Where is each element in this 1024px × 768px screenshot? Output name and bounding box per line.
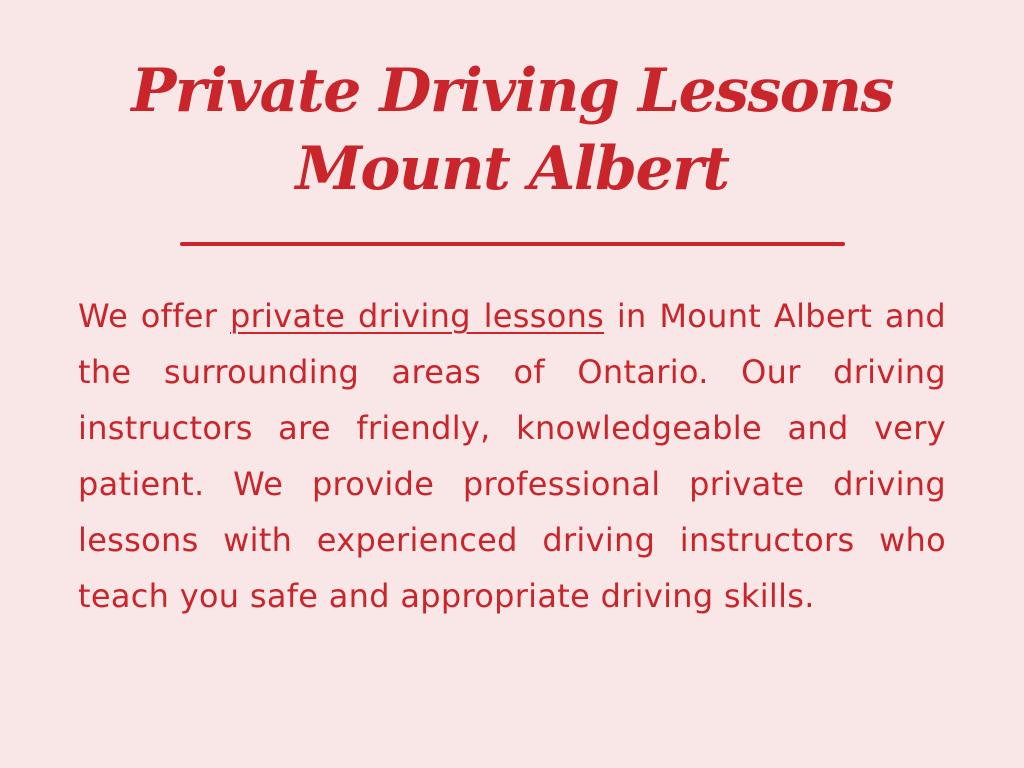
- title-divider: [180, 242, 845, 246]
- body-paragraph: [78, 288, 946, 624]
- body-rest-text: in Mount Albert and the surrounding areas of Ontario. Our driving instructors are friendly, knowledgeable and very patient. We provide professional private driving lessons with experienced driving instructors who teach you safe and appropriate driving skills.: [78, 297, 947, 615]
- title-line-2: Mount Albert: [295, 134, 729, 204]
- page-title: [60, 52, 964, 208]
- private-driving-lessons-link[interactable]: private driving lessons: [229, 297, 605, 335]
- title-line-1: Private Driving Lessons: [131, 56, 893, 126]
- body-lead-text: We offer: [78, 297, 230, 335]
